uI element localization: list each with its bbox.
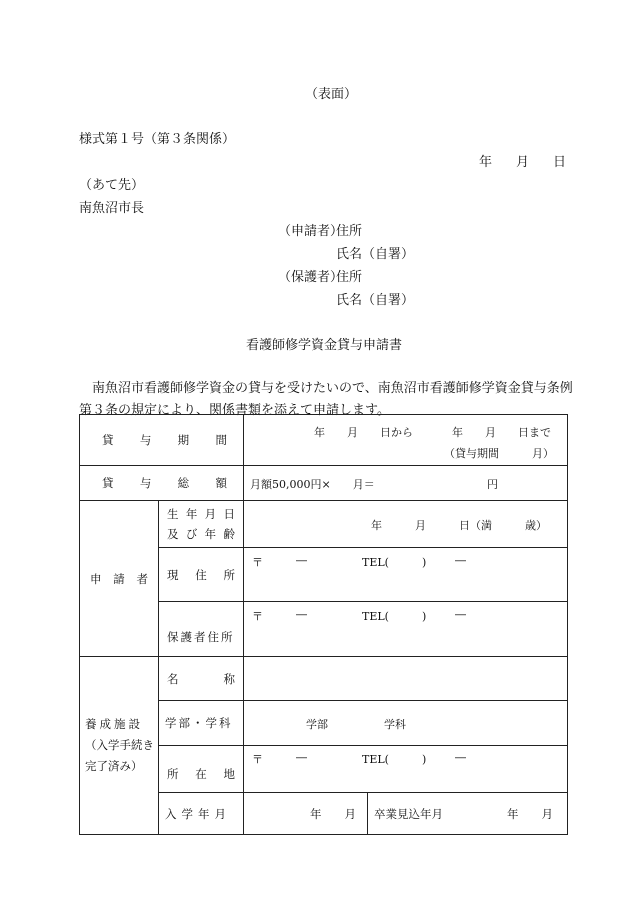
addressee: 南魚沼市長 bbox=[79, 201, 145, 216]
label-char: 所 bbox=[223, 567, 235, 582]
entry-value-text: 年 月 bbox=[310, 806, 356, 821]
label-char: 申 bbox=[90, 571, 102, 586]
label-char: 与 bbox=[139, 433, 152, 447]
guardian-address-label: 住所 bbox=[336, 270, 363, 285]
label-char: 期 bbox=[177, 433, 190, 447]
label-char: 生 bbox=[167, 507, 179, 521]
label-char: 年 bbox=[185, 507, 198, 521]
postal-mark: 〒 bbox=[252, 753, 263, 766]
current-address-label bbox=[159, 548, 244, 602]
loan-total-monthly: 月額50,000円× 月＝ bbox=[250, 478, 375, 491]
row-school-name bbox=[80, 657, 568, 701]
label-char: 総 bbox=[177, 476, 190, 490]
entry-label bbox=[159, 793, 244, 835]
guardian-label: （保護者） bbox=[278, 270, 344, 285]
label-char: 及 bbox=[167, 527, 179, 541]
loan-period-duration: （貸与期間 月） bbox=[444, 447, 554, 460]
loan-total-value[interactable] bbox=[244, 466, 568, 501]
label-char: 与 bbox=[139, 476, 152, 490]
label-char: 請 bbox=[113, 571, 125, 586]
body-line-1: 南魚沼市看護師修学資金の貸与を受けたいので、南魚沼市看護師修学資金貸与条例 bbox=[92, 381, 573, 396]
loan-period-value[interactable] bbox=[244, 415, 568, 466]
guardian-address-value[interactable] bbox=[244, 602, 568, 657]
guardian-address-label bbox=[159, 602, 244, 657]
postal-mark: 〒 bbox=[252, 556, 263, 569]
date-day: 日 bbox=[553, 155, 567, 170]
row-birth bbox=[80, 501, 568, 548]
school-name-label bbox=[159, 657, 244, 701]
label-char: び bbox=[185, 527, 198, 541]
faculty-label-text: 学部・学科 bbox=[165, 716, 233, 730]
guardian-address-label-text: 保護者住所 bbox=[167, 630, 235, 644]
label-char: 額 bbox=[215, 476, 227, 490]
faculty-value[interactable] bbox=[244, 701, 568, 746]
label-char: 名 bbox=[167, 671, 179, 686]
school-label bbox=[80, 657, 159, 835]
loan-period-label bbox=[80, 415, 244, 466]
school-label-line1: 養成施設 bbox=[85, 717, 143, 731]
label-char: 間 bbox=[215, 433, 227, 447]
postal-dash: ― bbox=[296, 554, 307, 567]
document-title: 看護師修学資金貸与申請書 bbox=[246, 338, 403, 353]
grad-value: 年 月 bbox=[507, 806, 553, 821]
date-year: 年 bbox=[479, 155, 493, 170]
applicant-label bbox=[80, 501, 159, 657]
label-char: 現 bbox=[167, 567, 179, 582]
label-char: 在 bbox=[195, 767, 207, 781]
tel-label: TEL( ) bbox=[362, 556, 427, 569]
label-char: 日 bbox=[223, 507, 235, 521]
tel-dash: ― bbox=[455, 608, 466, 621]
label-char: 月 bbox=[204, 507, 217, 521]
applicant-address-label: 住所 bbox=[336, 224, 363, 239]
location-label bbox=[159, 746, 244, 793]
tel-dash: ― bbox=[455, 751, 466, 764]
school-label-line3: 完了済み） bbox=[85, 759, 143, 773]
loan-total-label bbox=[80, 466, 244, 501]
school-name-value[interactable] bbox=[244, 657, 568, 701]
date-month: 月 bbox=[516, 155, 530, 170]
birth-label bbox=[159, 501, 244, 548]
label-char: 者 bbox=[136, 571, 148, 586]
applicant-label: （申請者） bbox=[278, 224, 344, 239]
department-value-text: 学科 bbox=[384, 718, 406, 731]
label-char: 称 bbox=[223, 671, 235, 686]
grad-label: 卒業見込年月 bbox=[374, 806, 443, 821]
row-loan-period bbox=[80, 415, 568, 466]
tel-dash: ― bbox=[455, 554, 466, 567]
side-label: （表面） bbox=[305, 87, 358, 102]
school-label-line2: （入学手続き bbox=[85, 738, 154, 752]
entry-value[interactable] bbox=[244, 793, 368, 835]
current-address-value[interactable] bbox=[244, 548, 568, 602]
row-loan-total bbox=[80, 466, 568, 501]
grad-cell[interactable] bbox=[368, 793, 568, 835]
faculty-label bbox=[159, 701, 244, 746]
postal-dash: ― bbox=[296, 608, 307, 621]
loan-period-from: 年 月 日から bbox=[314, 426, 413, 439]
form-number: 様式第１号（第３条関係） bbox=[79, 132, 236, 147]
loan-total-yen: 円 bbox=[487, 478, 498, 491]
body-line-2: 第３条の規定により、関係書類を添えて申請します。 bbox=[79, 403, 390, 418]
label-char: 齢 bbox=[223, 527, 235, 541]
loan-period-to: 年 月 日まで bbox=[452, 426, 551, 439]
label-char: 貸 bbox=[102, 433, 114, 447]
applicant-name-label: 氏名（自署） bbox=[336, 247, 415, 262]
entry-label-text: 入学年月 bbox=[165, 806, 231, 821]
addressee-prefix: （あて先） bbox=[79, 178, 145, 193]
label-char: 年 bbox=[204, 527, 217, 541]
faculty-value-text: 学部 bbox=[306, 718, 328, 731]
label-char: 所 bbox=[167, 767, 179, 781]
birth-value[interactable] bbox=[244, 501, 568, 548]
tel-label: TEL( ) bbox=[362, 610, 427, 623]
postal-mark: 〒 bbox=[252, 610, 263, 623]
birth-value-text: 年 月 日（満 歳） bbox=[371, 519, 547, 532]
application-table bbox=[79, 414, 568, 835]
label-char: 住 bbox=[195, 567, 207, 582]
label-char: 地 bbox=[223, 767, 235, 781]
postal-dash: ― bbox=[296, 751, 307, 764]
tel-label: TEL( ) bbox=[362, 753, 427, 766]
label-char: 貸 bbox=[102, 476, 114, 490]
location-value[interactable] bbox=[244, 746, 568, 793]
guardian-name-label: 氏名（自署） bbox=[336, 293, 415, 308]
